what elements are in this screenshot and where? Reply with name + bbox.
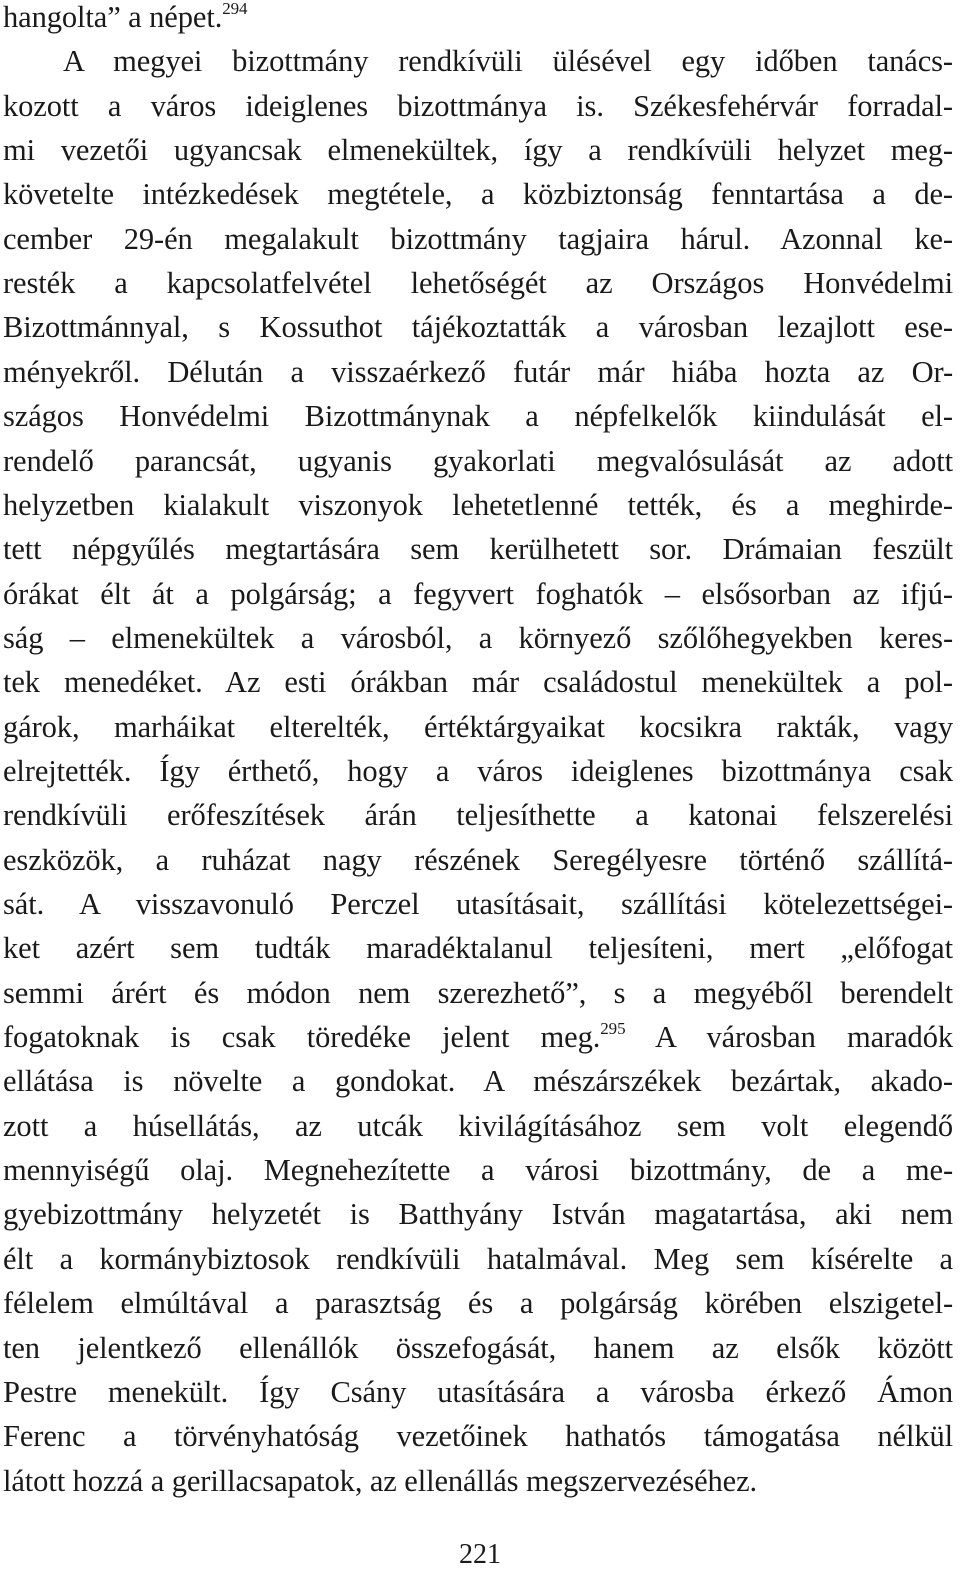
text-line bbox=[3, 1153, 953, 1187]
text-line bbox=[3, 621, 953, 655]
text-segment: szágos Honvédelmi Bizottmánynak a népfelkelők kiindulását el- bbox=[3, 399, 953, 434]
text-line bbox=[3, 222, 953, 256]
footnote-ref: 294 bbox=[222, 0, 248, 18]
text-segment: ság – elmenekültek a városból, a környező szőlőhegyekben keres- bbox=[3, 620, 953, 655]
text-line bbox=[3, 444, 953, 478]
text-segment: tett népgyűlés megtartására sem kerülhetett sor. Drámaian feszült bbox=[3, 532, 953, 567]
text-segment: sát. A visszavonuló Perczel utasításait, szállítási kötelezettségei- bbox=[3, 887, 953, 921]
text-line bbox=[3, 1197, 953, 1231]
text-segment: gárok, marháikat elterelték, értéktárgyaikat kocsikra rakták, vagy bbox=[3, 709, 953, 744]
text-line bbox=[3, 266, 953, 300]
text-line bbox=[3, 488, 953, 522]
text-line bbox=[3, 1286, 953, 1320]
text-segment: követelte intézkedések megtétele, a közbiztonság fenntartása a de- bbox=[3, 177, 953, 212]
footnote-ref: 295 bbox=[600, 1018, 626, 1038]
text-segment: cember 29-én megalakult bizottmány tagjaira hárul. Azonnal ke- bbox=[3, 221, 953, 256]
text-line bbox=[3, 665, 953, 699]
text-line bbox=[3, 843, 953, 877]
text-segment: látott hozzá a gerillacsapatok, az ellenállás megszervezéséhez. bbox=[3, 1463, 758, 1498]
page-number: 221 bbox=[459, 1539, 501, 1570]
text-line bbox=[3, 532, 953, 566]
text-line bbox=[3, 1242, 953, 1276]
text-segment: elrejtették. Így érthető, hogy a város ideiglenes bizottmánya csak bbox=[3, 753, 953, 788]
text-line bbox=[3, 887, 953, 921]
text-segment: tek menedéket. Az esti órákban már családostul menekültek a pol- bbox=[3, 665, 953, 700]
text-line bbox=[3, 577, 953, 611]
text-segment: élt a kormánybiztosok rendkívüli hatalmával. Meg sem kísérelte a bbox=[3, 1241, 953, 1276]
text-segment: mennyiségű olaj. Megnehezítette a városi bizottmány, de a me- bbox=[3, 1153, 953, 1188]
text-line bbox=[3, 976, 953, 1010]
text-line bbox=[3, 355, 953, 389]
text-segment: zott a húsellátás, az utcák kivilágításához sem volt elegendő bbox=[3, 1108, 953, 1143]
text-line bbox=[3, 133, 953, 167]
text-segment: rendelő parancsát, ugyanis gyakorlati megvalósulását az adott bbox=[3, 443, 953, 478]
text-line bbox=[3, 1020, 953, 1054]
text-line bbox=[3, 1464, 953, 1498]
text-line bbox=[3, 1064, 953, 1098]
text-line bbox=[3, 754, 953, 788]
text-line bbox=[3, 1419, 953, 1453]
text-segment: ket azért sem tudták maradéktalanul teljesíteni, mert „előfogat bbox=[3, 931, 953, 966]
text-segment: hangolta” a népet. bbox=[3, 0, 223, 34]
text-line bbox=[3, 1375, 953, 1409]
text-line bbox=[3, 1109, 953, 1143]
text-segment: eszközök, a ruházat nagy részének Seregélyesre történő szállítá- bbox=[3, 842, 953, 877]
text-line bbox=[3, 931, 953, 965]
text-segment: rendkívüli erőfeszítések árán teljesíthette a katonai felszerelési bbox=[3, 798, 953, 833]
text-line bbox=[3, 89, 953, 123]
text-segment: kozott a város ideiglenes bizottmánya is. Székesfehérvár forradal- bbox=[3, 88, 953, 123]
text-line bbox=[3, 0, 953, 34]
text-segment: semmi árért és módon nem szerezhető”, s a megyéből berendelt bbox=[3, 975, 953, 1010]
text-segment: mi vezetői ugyancsak elmenekültek, így a rendkívüli helyzet meg- bbox=[3, 133, 953, 168]
text-segment: Pestre menekült. Így Csány utasítására a városba érkező Ámon bbox=[3, 1374, 953, 1409]
text-segment: félelem elmúltával a parasztság és a polgárság körében elszigetel- bbox=[3, 1286, 953, 1321]
text-segment: Ferenc a törvényhatóság vezetőinek hathatós támogatása nélkül bbox=[3, 1419, 953, 1454]
text-segment: helyzetben kialakult viszonyok lehetetlenné tették, és a meghirde- bbox=[3, 487, 953, 522]
text-segment: ten jelentkező ellenállók összefogását, hanem az elsők között bbox=[3, 1330, 953, 1365]
text-segment: órákat élt át a polgárság; a fegyvert foghatók – elsősorban az ifjú- bbox=[3, 576, 953, 611]
text-segment: A megyei bizottmány rendkívüli ülésével egy időben tanács- bbox=[63, 44, 953, 79]
text-segment: A városban maradók bbox=[625, 1020, 953, 1055]
text-line bbox=[3, 177, 953, 211]
text-segment: fogatoknak is csak töredéke jelent meg. bbox=[3, 1020, 601, 1055]
text-segment: ményekről. Délután a visszaérkező futár már hiába hozta az Or- bbox=[3, 354, 953, 389]
text-line bbox=[3, 399, 953, 433]
text-line bbox=[3, 310, 953, 344]
text-line bbox=[63, 44, 953, 78]
text-segment: gyebizottmány helyzetét is Batthyány István magatartása, aki nem bbox=[3, 1197, 953, 1232]
text-line bbox=[3, 1331, 953, 1365]
text-segment: ellátása is növelte a gondokat. A mészárszékek bezártak, akado- bbox=[3, 1064, 953, 1099]
text-line bbox=[3, 710, 953, 744]
text-segment: resték a kapcsolatfelvétel lehetőségét az Országos Honvédelmi bbox=[3, 266, 953, 301]
text-line bbox=[3, 798, 953, 832]
text-segment: Bizottmánnyal, s Kossuthot tájékoztatták a városban lezajlott ese- bbox=[3, 310, 953, 345]
